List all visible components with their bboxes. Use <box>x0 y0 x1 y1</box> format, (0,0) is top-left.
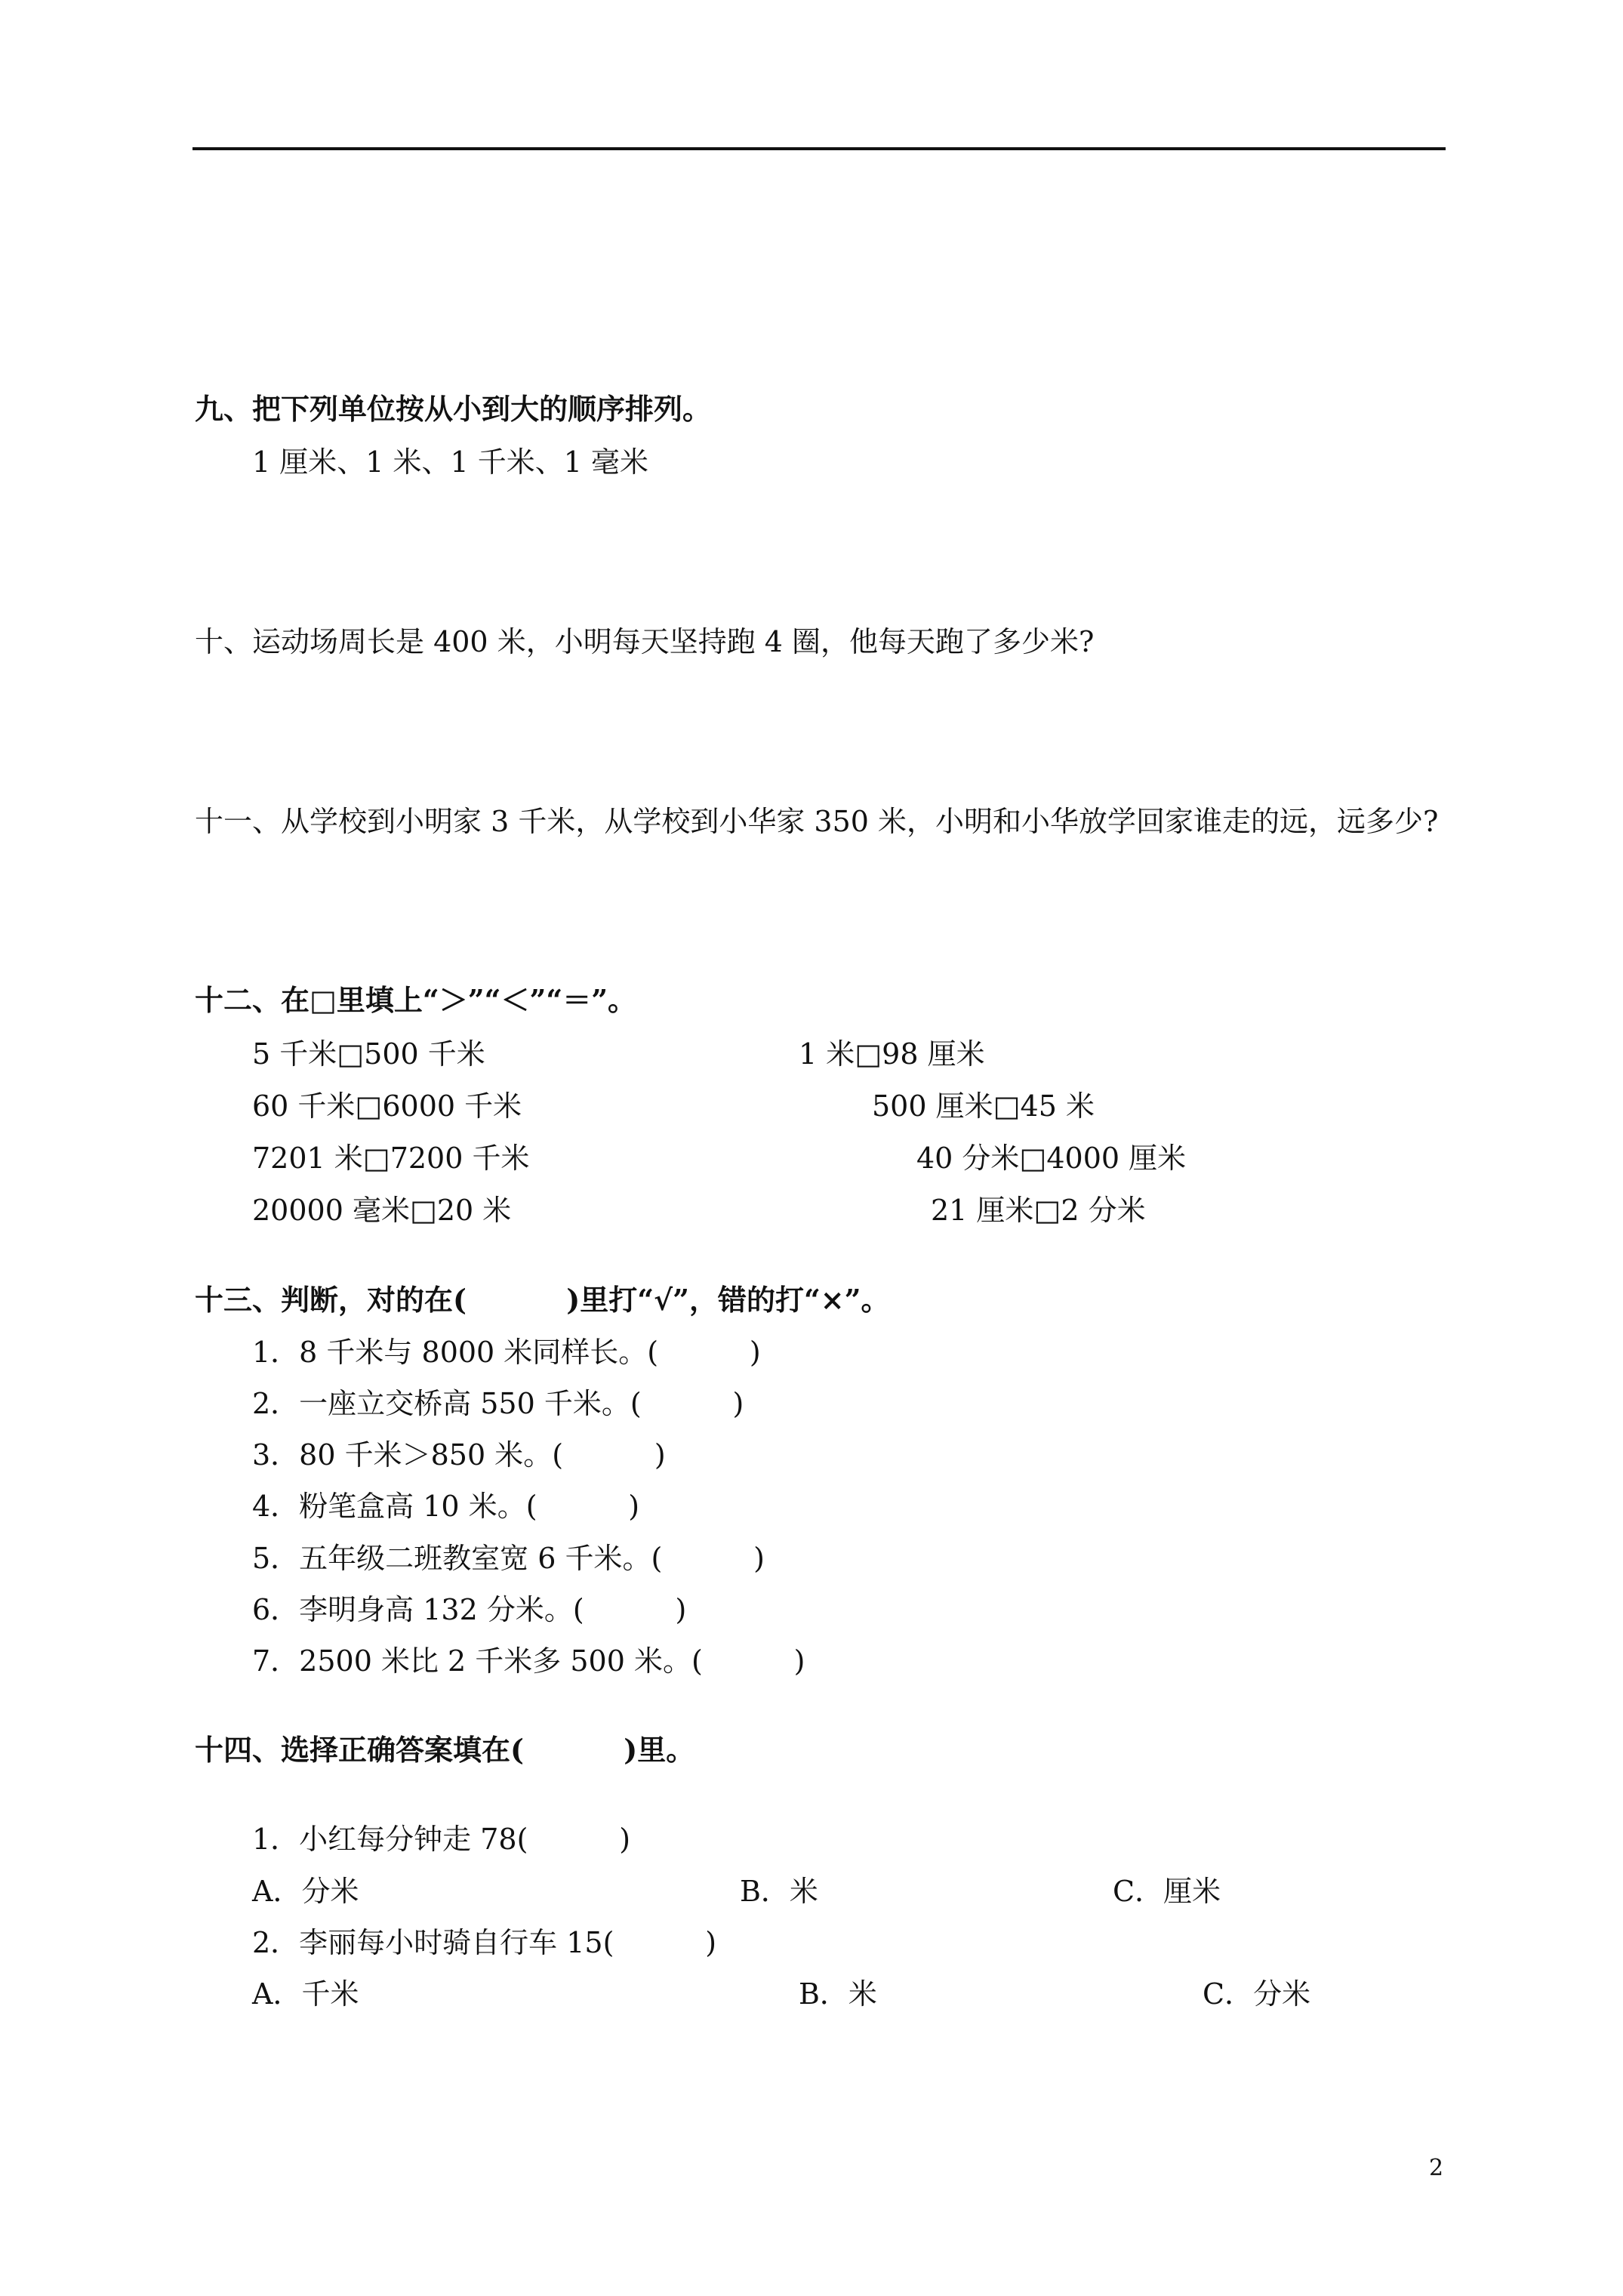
section-9-heading: 九、把下列单位按从小到大的顺序排列。 <box>195 392 712 426</box>
comparison-left-1: 5 千米□500 千米 <box>252 1037 485 1071</box>
choice-q2-option-b: B．米 <box>799 1977 877 2011</box>
section-13-heading: 十三、判断，对的在( )里打“√”，错的打“×”。 <box>195 1283 890 1317</box>
comparison-right-4: 21 厘米□2 分米 <box>931 1194 1146 1227</box>
choice-q1-option-b: B．米 <box>740 1875 818 1908</box>
choice-q1-option-a: A．分米 <box>252 1875 359 1908</box>
header-rule <box>192 147 1446 150</box>
judge-item-5: 5．五年级二班教室宽 6 千米。( ) <box>252 1542 765 1575</box>
section-9-content: 1 厘米、1 米、1 千米、1 毫米 <box>252 445 649 479</box>
judge-item-6: 6．李明身高 132 分米。( ) <box>252 1593 687 1626</box>
section-10-question: 十、运动场周长是 400 米，小明每天坚持跑 4 圈，他每天跑了多少米? <box>195 625 1095 658</box>
section-14-heading: 十四、选择正确答案填在( )里。 <box>195 1733 695 1767</box>
choice-q2-option-a: A．千米 <box>252 1977 359 2011</box>
choice-q1-stem: 1．小红每分钟走 78( ) <box>252 1823 631 1856</box>
choice-q1-option-c: C．厘米 <box>1113 1875 1221 1908</box>
section-11-question: 十一、从学校到小明家 3 千米，从学校到小华家 350 米，小明和小华放学回家谁走的远，远多少? <box>195 805 1439 838</box>
comparison-left-2: 60 千米□6000 千米 <box>252 1089 522 1123</box>
comparison-right-1: 1 米□98 厘米 <box>799 1037 985 1071</box>
comparison-right-2: 500 厘米□45 米 <box>872 1089 1095 1123</box>
choice-q2-stem: 2．李丽每小时骑自行车 15( ) <box>252 1926 717 1959</box>
page-number: 2 <box>1429 2155 1444 2181</box>
comparison-left-3: 7201 米□7200 千米 <box>252 1142 530 1175</box>
judge-item-7: 7．2500 米比 2 千米多 500 米。( ) <box>252 1644 805 1678</box>
judge-item-3: 3．80 千米＞850 米。( ) <box>252 1438 666 1472</box>
judge-item-2: 2．一座立交桥高 550 千米。( ) <box>252 1387 744 1420</box>
comparison-right-3: 40 分米□4000 厘米 <box>916 1142 1187 1175</box>
judge-item-4: 4．粉笔盒高 10 米。( ) <box>252 1490 640 1523</box>
comparison-left-4: 20000 毫米□20 米 <box>252 1194 512 1227</box>
section-12-heading: 十二、在□里填上“＞”“＜”“＝”。 <box>195 983 637 1017</box>
choice-q2-option-c: C．分米 <box>1203 1977 1311 2011</box>
judge-item-1: 1．8 千米与 8000 米同样长。( ) <box>252 1336 761 1369</box>
